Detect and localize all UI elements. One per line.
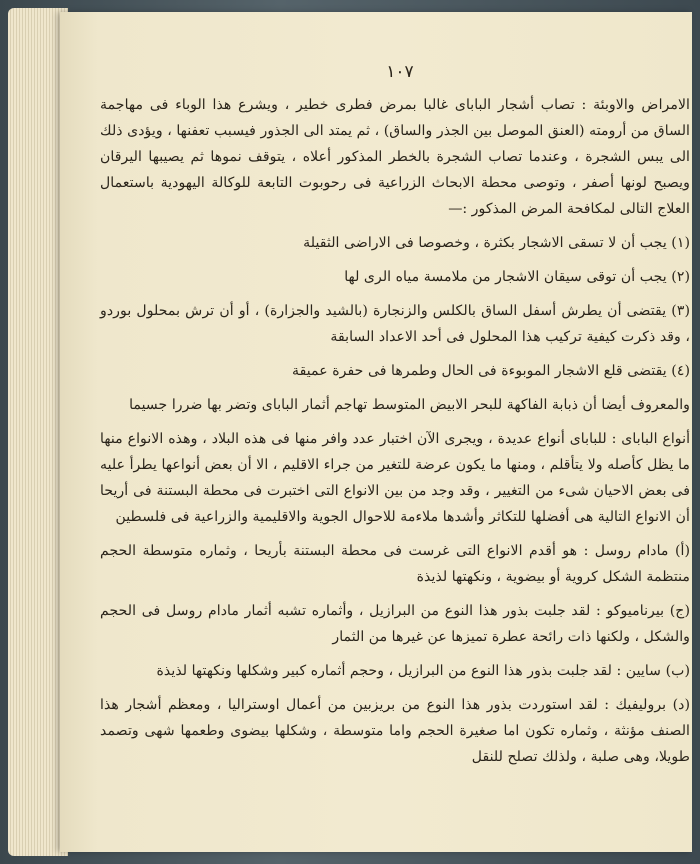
page-content: [100, 92, 690, 778]
list-item-text: يقتضى أن يطرش أسفل الساق بالكلس والزنجارة (بالشيد والجزارة) ، أو أن ترش بمحلول بوردو ، وقد ذكرت كيفية تركيب هذا المحلول فى أحد الاعداد السابقة: [100, 303, 690, 345]
list-item: [100, 692, 690, 770]
list-item-number: (٤): [671, 363, 690, 379]
paragraph-text: للباباى أنواع عديدة ، ويجرى الآن اختبار عدد وافر منها فى هذه البلاد ، وهذه الانواع منها ما يظل كأصله ولا يتأقلم ، ومنها ما يكون عرضة للتغير من جراء الاقليم ، الا أن بعض أنواعها يطرأ عليه فى بعض الاحيان شىء من التغيير ، وقد وجد من بين الانواع التى اختبرت فى محطة البستنة فى أريحا أن الانواع التالية هى أفضلها للتكاثر وأشدها ملاءمة للاحوال الجوية والاقليمية والزراعية فى فلسطين: [100, 431, 690, 525]
paragraph-fruit-fly: [100, 392, 690, 418]
page-number: ١٠٧: [386, 62, 414, 82]
list-item-letter: (أ): [674, 543, 690, 559]
paragraph-diseases: [100, 92, 690, 222]
list-item-letter: (ج): [669, 603, 690, 619]
list-item-number: (٣): [671, 303, 690, 319]
list-item: [100, 598, 690, 650]
paragraph-label: أنواع الباباى :: [611, 431, 691, 447]
paragraph-varieties: [100, 426, 690, 530]
list-item: [100, 264, 690, 290]
list-item-text: يجب أن توقى سيقان الاشجار من ملامسة مياه الرى لها: [344, 269, 667, 285]
list-item-text: يجب أن لا تسقى الاشجار بكثرة ، وخصوصا فى الاراضى الثقيلة: [303, 235, 667, 251]
list-item-number: (٢): [671, 269, 690, 285]
list-item-text: مادام روسل : هو أقدم الانواع التى غرست فى محطة البستنة بأريحا ، وثماره متوسطة الحجم منتظمة الشكل كروية أو بيضوية ، ونكهتها لذيذة: [100, 543, 690, 585]
paragraph-text: والمعروف أيضا أن ذبابة الفاكهة للبحر الابيض المتوسط تهاجم أثمار الباباى وتضر بها ضررا جسيما: [129, 397, 690, 413]
list-item-text: بروليفيك : لقد استوردت بذور هذا النوع من بريزبين من أعمال اوستراليا ، ومعظم أشجار هذا الصنف مؤنثة ، وثماره تكون اما صغيرة الحجم واما متوسطة ، وشكلها بيضوى وطعمها شهى وتصمد طويلا، وهى صلبة ، ولذلك تصلح للنقل: [100, 697, 690, 765]
paragraph-label: الامراض والاوبئة :: [581, 97, 690, 113]
list-item-text: سايين : لقد جلبت بذور هذا النوع من البرازيل ، وحجم أثماره كبير وشكلها ونكهتها لذيذة: [156, 663, 662, 679]
list-item-number: (١): [671, 235, 690, 251]
list-item-text: يقتضى قلع الاشجار الموبوءة فى الحال وطمرها فى حفرة عميقة: [291, 363, 667, 379]
list-item: [100, 658, 690, 684]
paragraph-text: تصاب أشجار الباباى غالبا بمرض فطرى خطير ، ويشرع هذا الوباء فى مهاجمة الساق من أرومته (العنق الموصل بين الجذر والساق) ، ثم يمتد الى الجذور فيسبب تعفنها ، ويؤدى ذلك الى يبس الشجرة ، وعندما تصاب الشجرة بالخطر المذكور أعلاه ، يتوقف نموها ثم يصيبها اليرقان ويصبح لونها أصفر ، وتوصى محطة الابحاث الزراعية فى رحوبوت التابعة للوكالة اليهودية باستعمال العلاج التالى لمكافحة المرض المذكور :—: [100, 97, 690, 217]
list-item: [100, 538, 690, 590]
list-item: [100, 298, 690, 350]
page-edges: [8, 8, 68, 856]
list-item-letter: (ب): [665, 663, 690, 679]
list-item: [100, 358, 690, 384]
list-item-text: بيرناميوكو : لقد جلبت بذور هذا النوع من البرازيل ، وأثماره تشبه أثمار مادام روسل فى الحجم والشكل ، ولكنها ذات رائحة عطرة تميزها عن غيرها من الثمار: [100, 603, 690, 645]
list-item-letter: (د): [672, 697, 690, 713]
list-item: [100, 230, 690, 256]
